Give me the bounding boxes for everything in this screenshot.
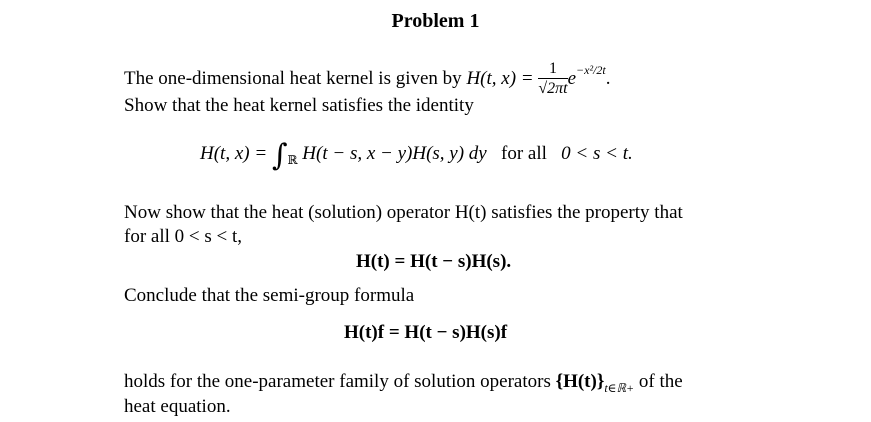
fraction-denominator: √2πt xyxy=(538,80,568,97)
semigroup-equation: H(t) = H(t − s)H(s). xyxy=(356,251,512,272)
kernel-lhs: H(t, x) = xyxy=(466,67,539,89)
identity-lhs: H(t, x) = xyxy=(200,143,272,164)
exponential-base: e xyxy=(567,67,577,89)
integral-sign: ∫ xyxy=(271,138,288,173)
condition-label: for all xyxy=(501,143,547,164)
definition-period: . xyxy=(605,67,611,89)
operator-family: {H(t)} xyxy=(555,371,605,392)
closing-line-2: heat equation. xyxy=(124,396,231,417)
integral-domain: ℝ xyxy=(287,153,298,167)
operator-property-line-1: Now show that the heat (solution) operator H(t) satisfies the property that xyxy=(124,202,683,223)
closing-line-1 xyxy=(124,371,683,396)
closing-text-b: of the xyxy=(634,371,683,392)
integrand: H(t − s, x − y)H(s, y) dy xyxy=(302,143,487,164)
kernel-fraction xyxy=(538,60,567,99)
identity-equation xyxy=(200,138,633,173)
exponent: −x²/2t xyxy=(576,62,606,77)
instruction-show-identity: Show that the heat kernel satisfies the identity xyxy=(124,95,474,116)
condition: 0 < s < t. xyxy=(561,143,633,164)
heat-kernel-definition xyxy=(124,60,611,99)
definition-text: The one-dimensional heat kernel is given by xyxy=(124,67,467,89)
semigroup-formula: H(t)f = H(t − s)H(s)f xyxy=(344,322,508,343)
problem-title: Problem 1 xyxy=(391,10,480,32)
fraction-numerator: 1 xyxy=(538,60,567,79)
operator-family-index: t∈ℝ+ xyxy=(604,381,635,395)
closing-text-a: holds for the one-parameter family of solution operators xyxy=(124,371,556,392)
operator-property-line-2: for all 0 < s < t, xyxy=(124,226,242,247)
conclude-text: Conclude that the semi-group formula xyxy=(124,285,415,306)
